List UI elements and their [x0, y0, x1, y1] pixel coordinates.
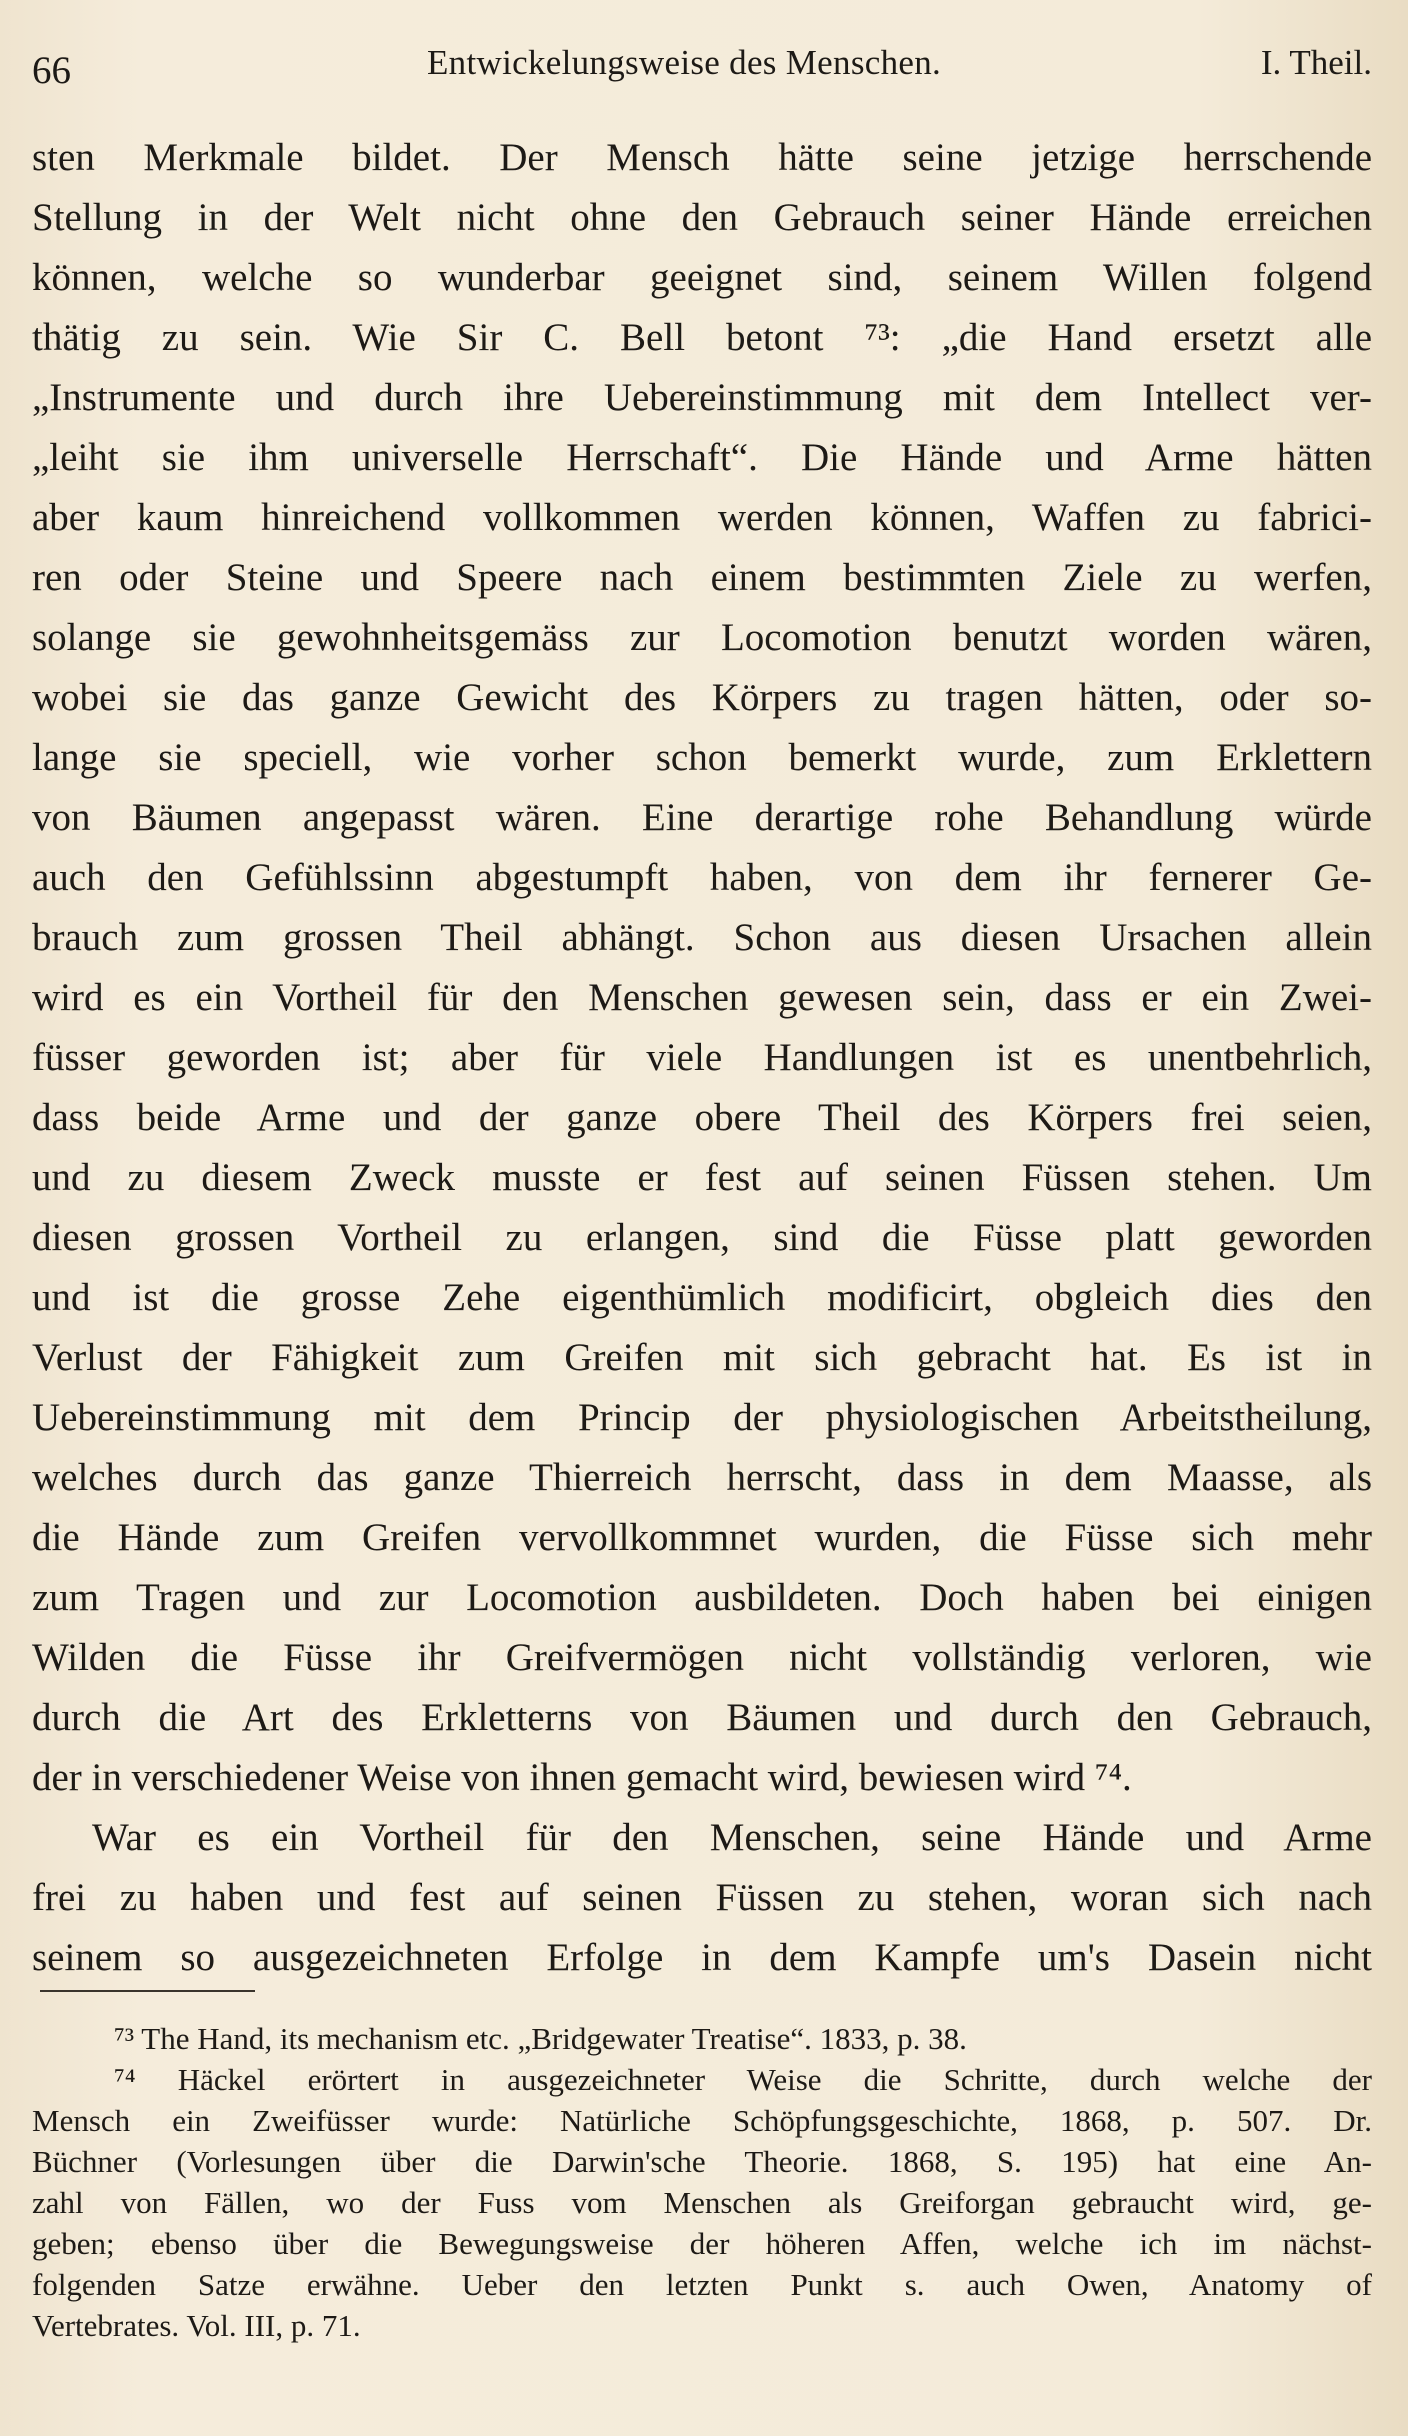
part-label: I. Theil.	[1260, 43, 1372, 82]
text-line: füsser geworden ist; aber für viele Handlungen ist es unentbehrlich,	[32, 1036, 1372, 1079]
text-line: die Hände zum Greifen vervollkommnet wurden, die Füsse sich mehr	[32, 1516, 1372, 1559]
text-line: wird es ein Vortheil für den Menschen gewesen sein, dass er ein Zwei-	[32, 976, 1372, 1019]
text-line: „Instrumente und durch ihre Uebereinstimmung mit dem Intellect ver-	[32, 376, 1372, 419]
text-line: durch die Art des Erkletterns von Bäumen und durch den Gebrauch,	[32, 1696, 1372, 1739]
footnote-line: ⁷³ The Hand, its mechanism etc. „Bridgewater Treatise“. 1833, p. 38.	[114, 2021, 967, 2056]
text-line: und ist die grosse Zehe eigenthümlich modificirt, obgleich dies den	[32, 1276, 1372, 1319]
footnote-line: ⁷⁴ Häckel erörtert in ausgezeichneter Weise die Schritte, durch welche der	[114, 2062, 1372, 2097]
running-title: Entwickelungsweise des Menschen.	[427, 43, 942, 82]
footnote-rule	[40, 1990, 255, 1992]
text-line: können, welche so wunderbar geeignet sind, seinem Willen folgend	[32, 256, 1372, 299]
text-line: lange sie speciell, wie vorher schon bemerkt wurde, zum Erklettern	[32, 736, 1372, 779]
text-line: zum Tragen und zur Locomotion ausbildeten. Doch haben bei einigen	[32, 1576, 1372, 1619]
text-line: und zu diesem Zweck musste er fest auf seinen Füssen stehen. Um	[32, 1156, 1372, 1199]
text-line: solange sie gewohnheitsgemäss zur Locomotion benutzt worden wären,	[32, 616, 1372, 659]
body-text	[32, 128, 1372, 1988]
text-line: der in verschiedener Weise von ihnen gemacht wird, bewiesen wird ⁷⁴.	[32, 1756, 1132, 1799]
footnote-line: Büchner (Vorlesungen über die Darwin'sche Theorie. 1868, S. 195) hat eine An-	[32, 2144, 1372, 2179]
text-line: wobei sie das ganze Gewicht des Körpers zu tragen hätten, oder so-	[32, 676, 1372, 719]
footnote-line: zahl von Fällen, wo der Fuss vom Menschen als Greiforgan gebraucht wird, ge-	[32, 2185, 1372, 2220]
footnote-line: Vertebrates. Vol. III, p. 71.	[32, 2308, 361, 2343]
text-line: welches durch das ganze Thierreich herrscht, dass in dem Maasse, als	[32, 1456, 1372, 1499]
text-line: sten Merkmale bildet. Der Mensch hätte seine jetzige herrschende	[32, 136, 1372, 179]
text-line: diesen grossen Vortheil zu erlangen, sind die Füsse platt geworden	[32, 1216, 1372, 1259]
footnote-line: geben; ebenso über die Bewegungsweise der höheren Affen, welche ich im nächst-	[32, 2226, 1372, 2261]
text-line: Verlust der Fähigkeit zum Greifen mit sich gebracht hat. Es ist in	[32, 1336, 1372, 1379]
text-line: auch den Gefühlssinn abgestumpft haben, von dem ihr fernerer Ge-	[32, 856, 1372, 899]
text-line: thätig zu sein. Wie Sir C. Bell betont ⁷³: „die Hand ersetzt alle	[32, 316, 1372, 359]
footnotes	[32, 2018, 1372, 2346]
footnote-line: Mensch ein Zweifüsser wurde: Natürliche Schöpfungsgeschichte, 1868, p. 507. Dr.	[32, 2103, 1372, 2138]
page-number: 66	[32, 49, 71, 92]
page-header	[32, 38, 1372, 98]
text-line: von Bäumen angepasst wären. Eine derartige rohe Behandlung würde	[32, 796, 1372, 839]
text-line: War es ein Vortheil für den Menschen, seine Hände und Arme	[92, 1816, 1372, 1859]
text-line: dass beide Arme und der ganze obere Theil des Körpers frei seien,	[32, 1096, 1372, 1139]
text-line: frei zu haben und fest auf seinen Füssen zu stehen, woran sich nach	[32, 1876, 1372, 1919]
text-line: Stellung in der Welt nicht ohne den Gebrauch seiner Hände erreichen	[32, 196, 1372, 239]
text-line: Uebereinstimmung mit dem Princip der physiologischen Arbeitstheilung,	[32, 1396, 1372, 1439]
text-line: aber kaum hinreichend vollkommen werden können, Waffen zu fabrici-	[32, 496, 1372, 539]
text-line: Wilden die Füsse ihr Greifvermögen nicht vollständig verloren, wie	[32, 1636, 1372, 1679]
text-line: ren oder Steine und Speere nach einem bestimmten Ziele zu werfen,	[32, 556, 1372, 599]
text-line: seinem so ausgezeichneten Erfolge in dem Kampfe um's Dasein nicht	[32, 1936, 1372, 1979]
text-line: „leiht sie ihm universelle Herrschaft“. Die Hände und Arme hätten	[32, 436, 1372, 479]
text-line: brauch zum grossen Theil abhängt. Schon aus diesen Ursachen allein	[32, 916, 1372, 959]
footnote-line: folgenden Satze erwähne. Ueber den letzten Punkt s. auch Owen, Anatomy of	[32, 2267, 1372, 2302]
